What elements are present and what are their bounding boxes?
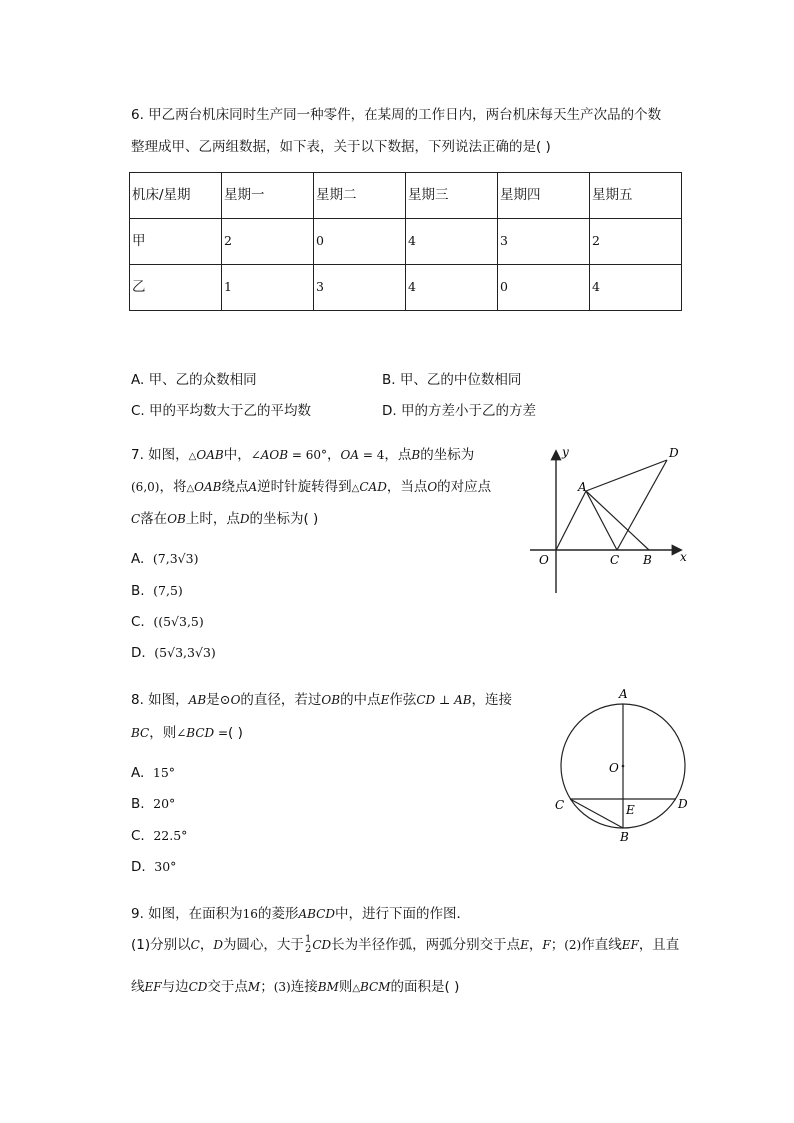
q7-text: 的对应点 xyxy=(437,479,492,495)
q9-text: 的面积是( ) xyxy=(390,979,460,995)
segment-bc xyxy=(570,799,623,828)
segment-ab xyxy=(586,491,649,550)
table-cell: 甲 xyxy=(130,219,222,265)
q7-text: 逆时针旋转得到 xyxy=(257,479,352,495)
table-cell: 1 xyxy=(222,265,314,311)
table-header-cell: 星期二 xyxy=(314,173,406,219)
option-label: A. xyxy=(131,551,145,567)
table-cell: 2 xyxy=(590,219,682,265)
table-cell: 4 xyxy=(406,219,498,265)
math-var: ∠AOB xyxy=(250,448,289,462)
math-var: EF xyxy=(621,938,639,952)
label-d: D xyxy=(669,446,679,460)
q8-option-b[interactable] xyxy=(131,796,175,812)
table-cell: 4 xyxy=(590,265,682,311)
math-var: OB xyxy=(321,693,341,707)
q9-stem-line-2 xyxy=(131,933,679,955)
sqrt-3: √3 xyxy=(194,645,211,660)
math-var: A xyxy=(248,480,258,494)
math-var: EF xyxy=(144,980,162,994)
triangle-symbol: △ xyxy=(351,483,360,494)
q7-text: ，点 xyxy=(384,447,412,463)
q7-option-b[interactable] xyxy=(131,583,183,599)
q7-stem-line-1 xyxy=(131,443,474,463)
q9-text: ； xyxy=(260,979,274,995)
math-var: OAB xyxy=(194,480,222,494)
option-value: (7,5) xyxy=(153,583,183,598)
q8-text: 作弦 xyxy=(389,692,417,708)
q9-text: 线 xyxy=(131,979,145,995)
table-header-cell: 星期四 xyxy=(498,173,590,219)
fraction-numerator: 1 xyxy=(304,934,312,945)
math-var: CD xyxy=(312,938,332,952)
label-c: C xyxy=(555,798,565,812)
option-value: ) xyxy=(193,551,199,566)
q7-text: 上时，点 xyxy=(185,511,240,527)
math-var: AB xyxy=(454,693,472,707)
q7-text: 的坐标为( ) xyxy=(249,511,319,527)
math-var: BM xyxy=(317,980,339,994)
option-value: 30° xyxy=(154,859,177,874)
math-var: OB xyxy=(167,512,186,526)
table-row xyxy=(130,219,682,265)
q8-text: ，连接 xyxy=(471,692,513,708)
q7-coordinate-figure xyxy=(530,440,695,598)
math-var: C xyxy=(190,938,200,952)
q8-text: 的直径，若过 xyxy=(240,692,322,708)
math-var: OA xyxy=(340,448,360,462)
math-var: B xyxy=(411,448,421,462)
fraction-denominator: 2 xyxy=(304,944,312,955)
label-x: x xyxy=(680,550,687,564)
math-var: BCM xyxy=(360,980,391,994)
label-b: B xyxy=(620,830,629,844)
option-label: B. xyxy=(131,583,145,599)
q8-text: 的中点 xyxy=(340,692,381,708)
math-var: CAD xyxy=(359,480,387,494)
math-value: 16 xyxy=(242,907,258,921)
q9-text: 中，进行下面的作图． xyxy=(334,906,470,922)
label-c: C xyxy=(610,553,620,567)
q7-text: 的坐标为 xyxy=(420,447,475,463)
segment-oa xyxy=(556,491,586,550)
segment-ac xyxy=(586,491,617,550)
label-o: O xyxy=(609,761,619,775)
segment-ad xyxy=(586,460,667,491)
math-value: (2) xyxy=(564,938,582,952)
option-label: D. xyxy=(131,645,146,661)
math-var: D xyxy=(239,512,250,526)
q9-stem-line-1 xyxy=(131,902,470,922)
math-var: M xyxy=(247,980,261,994)
q9-text: ， xyxy=(528,937,543,953)
q7-text: ， xyxy=(327,447,341,463)
table-header-row xyxy=(130,173,682,219)
table-header-cell: 星期一 xyxy=(222,173,314,219)
option-label: D. xyxy=(131,859,146,875)
table-cell: 2 xyxy=(222,219,314,265)
math-value: (3) xyxy=(273,980,291,994)
center-dot xyxy=(622,765,625,768)
q9-text: ， xyxy=(199,937,214,953)
q9-text: 的菱形 xyxy=(257,906,299,922)
math-value: = 4 xyxy=(359,448,385,462)
math-symbol: ⊥ xyxy=(435,693,455,707)
math-var: CD xyxy=(416,693,436,707)
option-label: C. xyxy=(131,614,145,630)
triangle-symbol: △ xyxy=(352,983,361,994)
math-var: OAB xyxy=(196,448,224,462)
table-row xyxy=(130,265,682,311)
q7-stem-line-3 xyxy=(131,507,318,527)
q7-text: ，当点 xyxy=(386,479,428,495)
q6-option-b[interactable]: B. 甲、乙的中位数相同 xyxy=(382,372,522,388)
table-header-cell: 星期五 xyxy=(590,173,682,219)
q9-text: 长为半径作弧，两弧分别交于点 xyxy=(331,937,521,953)
math-var: D xyxy=(213,938,223,952)
option-value: ,5) xyxy=(186,614,204,629)
q7-text: 7. 如图， xyxy=(131,447,189,463)
table-header-cell: 星期三 xyxy=(406,173,498,219)
table-header-cell: 机床/星期 xyxy=(130,173,222,219)
fraction-one-half xyxy=(305,935,311,955)
label-d: D xyxy=(678,797,688,811)
q9-text: 则 xyxy=(338,979,353,995)
q9-text: 与边 xyxy=(161,979,189,995)
table-cell: 4 xyxy=(406,265,498,311)
q7-text: ，将 xyxy=(159,479,187,495)
option-label: B. xyxy=(131,796,145,812)
q8-text: 8. 如图， xyxy=(131,692,189,708)
label-e: E xyxy=(626,803,635,817)
math-var: AB xyxy=(188,693,207,707)
q6-option-d[interactable]: D. 甲的方差小于乙的方差 xyxy=(382,403,536,419)
table-cell: 3 xyxy=(314,265,406,311)
q8-option-d[interactable] xyxy=(131,859,176,875)
label-a: A xyxy=(578,480,587,494)
math-var: CD xyxy=(188,980,208,994)
q9-text: 连接 xyxy=(290,979,318,995)
q8-text: ，则 xyxy=(149,725,177,741)
segment-cd xyxy=(617,460,667,550)
q8-option-c[interactable] xyxy=(131,828,187,844)
triangle-symbol: △ xyxy=(188,451,197,462)
q9-text: (1)分别以 xyxy=(131,937,191,953)
q8-option-a[interactable] xyxy=(131,765,175,781)
label-o: O xyxy=(539,553,549,567)
math-value: (6,0) xyxy=(131,480,160,494)
q7-text: 中， xyxy=(223,447,251,463)
option-value: ,3 xyxy=(183,645,195,660)
q9-text: 为圆心，大于 xyxy=(222,937,304,953)
q7-text: 绕点 xyxy=(221,479,249,495)
q8-text: ( ) xyxy=(228,725,243,741)
table-cell: 0 xyxy=(314,219,406,265)
math-var: O xyxy=(427,480,438,494)
q7-option-a[interactable] xyxy=(131,551,198,567)
q6-stem-line-2: 整理成甲、乙两组数据，如下表，关于以下数据，下列说法正确的是( ) xyxy=(131,139,551,155)
sqrt-3: √3 xyxy=(177,551,194,566)
option-value: ((5 xyxy=(153,614,172,629)
sqrt-3: √3 xyxy=(167,645,184,660)
q7-option-d[interactable] xyxy=(131,645,216,661)
option-value: ) xyxy=(210,645,216,660)
option-label: C. xyxy=(131,828,145,844)
q7-stem-line-2 xyxy=(131,475,491,495)
q6-data-table xyxy=(129,172,682,311)
option-value: (5 xyxy=(154,645,168,660)
q8-stem-line-2 xyxy=(131,721,243,741)
q8-circle-figure xyxy=(548,682,698,848)
triangle-symbol: △ xyxy=(186,483,195,494)
math-var: E xyxy=(380,693,390,707)
option-value: 20° xyxy=(153,796,176,811)
q6-option-c[interactable]: C. 甲的平均数大于乙的平均数 xyxy=(131,403,312,419)
circle-symbol: ⊙ xyxy=(219,693,231,708)
q8-stem-line-1 xyxy=(131,688,512,708)
sqrt-3: √3 xyxy=(171,614,187,629)
math-symbol: = xyxy=(214,726,229,740)
math-value: = 60° xyxy=(288,448,328,462)
q9-text: ； xyxy=(550,937,565,953)
q7-option-c[interactable] xyxy=(131,614,204,630)
q9-text: 9. 如图，在面积为 xyxy=(131,906,243,922)
table-cell: 乙 xyxy=(130,265,222,311)
math-var: BC xyxy=(131,726,150,740)
math-var: C xyxy=(131,512,141,526)
math-var: O xyxy=(230,693,241,707)
q9-text: 交于点 xyxy=(207,979,248,995)
q9-text: 作直线 xyxy=(581,937,622,953)
table-cell: 3 xyxy=(498,219,590,265)
option-value: (7,3 xyxy=(152,551,178,566)
q6-stem-line-1: 6. 甲乙两台机床同时生产同一种零件，在某周的工作日内，两台机床每天生产次品的个数 xyxy=(131,107,662,123)
math-var: ∠BCD xyxy=(176,726,215,740)
option-value: 15° xyxy=(152,765,176,780)
math-var: ABCD xyxy=(298,907,335,921)
option-value: 22.5° xyxy=(153,828,188,843)
label-a: A xyxy=(619,687,628,701)
label-y: y xyxy=(562,445,569,459)
option-label: A. xyxy=(131,765,145,781)
q7-text: 落在 xyxy=(140,511,168,527)
table-cell: 0 xyxy=(498,265,590,311)
q6-option-a[interactable]: A. 甲、乙的众数相同 xyxy=(131,372,257,388)
math-var: E xyxy=(520,938,529,952)
q9-stem-line-3 xyxy=(131,975,459,995)
label-b: B xyxy=(643,553,652,567)
q9-text: ，且直 xyxy=(638,937,680,953)
math-var: F xyxy=(542,938,551,952)
q8-text: 是 xyxy=(206,692,220,708)
